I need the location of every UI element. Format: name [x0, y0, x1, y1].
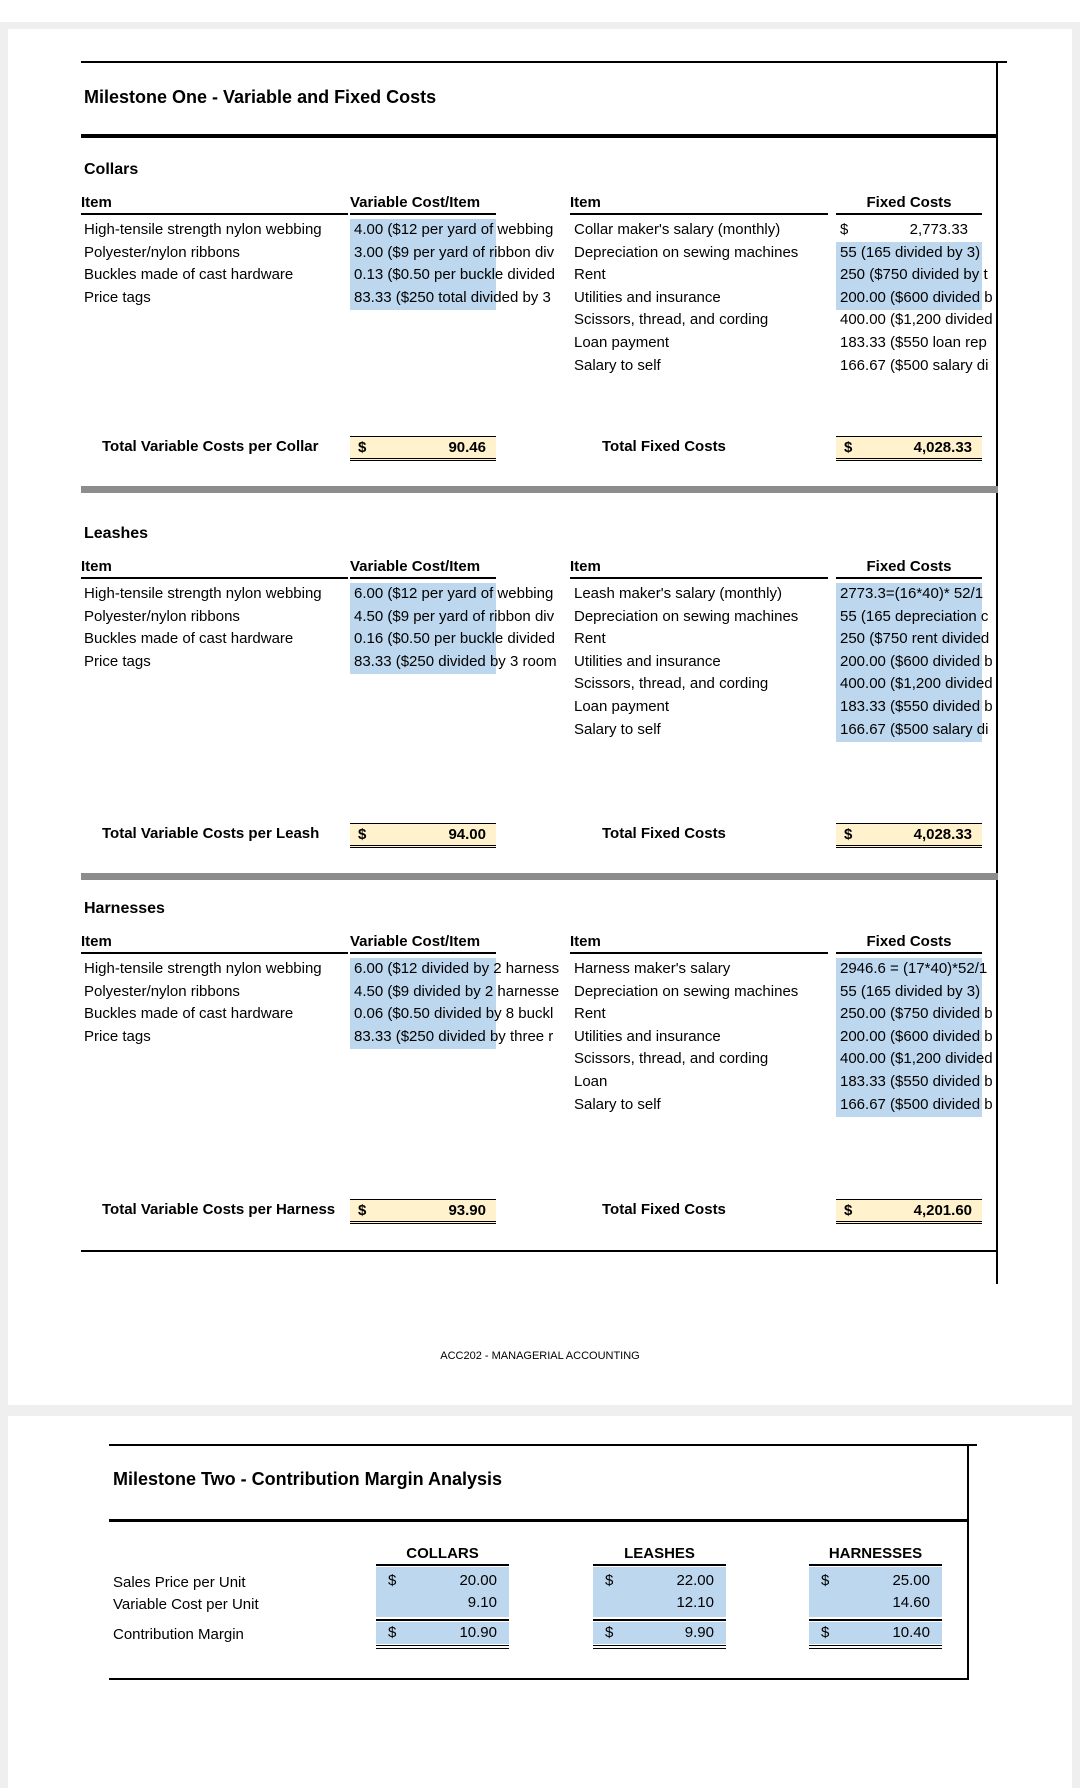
total-fixed-value: 4,028.33: [913, 826, 972, 843]
frame-bottom-rule: [109, 1678, 969, 1680]
variable-cost-value: 6.00 ($12 divided by 2 harness: [354, 960, 560, 977]
fixed-cost-item-label: Scissors, thread, and cording: [574, 311, 769, 329]
fixed-cost-item-label: Utilities and insurance: [574, 652, 721, 670]
column-header-harnesses: HARNESSES: [809, 1543, 942, 1566]
cost-item-label: Price tags: [84, 288, 151, 306]
frame-right-rule: [967, 1444, 969, 1680]
fixed-cost-value: 2946.6 = (17*40)*52/1: [840, 960, 988, 977]
fixed-cost-item-label: Depreciation on sewing machines: [574, 243, 799, 261]
fixed-cost-value: 200.00 ($600 divided b: [840, 1027, 993, 1045]
total-variable-cost: [350, 823, 496, 848]
frame-bottom-rule: [81, 1250, 998, 1252]
column-header-collars: COLLARS: [376, 1543, 509, 1566]
fixed-cost-item-label: Leash maker's salary (monthly): [574, 585, 782, 602]
variable-cost-value: 0.13 ($0.50 per buckle divided: [354, 266, 555, 284]
fixed-cost-value: 55 (165 divided by 3): [840, 982, 981, 1000]
fixed-cost-value: 250 ($750 divided by t: [840, 266, 988, 284]
milestone-one-title: Milestone One - Variable and Fixed Costs: [84, 87, 437, 107]
total-fixed-value: 4,028.33: [913, 439, 972, 456]
variable-cost-value: 6.00 ($12 per yard of webbing: [354, 585, 554, 602]
variable-cost-value: 0.06 ($0.50 divided by 8 buckl: [354, 1005, 554, 1023]
cost-item-label: High-tensile strength nylon webbing: [84, 960, 322, 977]
contribution-margin-value: 10.40: [892, 1624, 930, 1641]
variable-cost-value: 83.33 ($250 divided by three r: [354, 1027, 554, 1045]
fixed-cost-value: 2,773.33: [909, 221, 968, 238]
currency-symbol: $: [844, 439, 853, 456]
total-variable-label: Total Variable Costs per Leash: [102, 825, 320, 842]
fixed-cost-item-label: Collar maker's salary (monthly): [574, 221, 781, 238]
cost-item-label: Polyester/nylon ribbons: [84, 607, 240, 625]
milestone-two-title: Milestone Two - Contribution Margin Analysis: [113, 1469, 503, 1489]
header-fixed-costs: Fixed Costs: [836, 556, 982, 579]
total-fixed-label: Total Fixed Costs: [602, 1201, 726, 1218]
total-variable-label: Total Variable Costs per Harness: [102, 1201, 336, 1218]
sales-price-value: 20.00: [459, 1572, 497, 1589]
variable-cost-value: 83.33 ($250 divided by 3 room: [354, 652, 557, 670]
fixed-cost-item-label: Depreciation on sewing machines: [574, 607, 799, 625]
currency-symbol: $: [840, 221, 849, 238]
header-fixed-costs: Fixed Costs: [836, 192, 982, 215]
fixed-cost-item-label: Depreciation on sewing machines: [574, 982, 799, 1000]
fixed-cost-value: 55 (165 divided by 3): [840, 243, 981, 261]
cost-item-label: Buckles made of cast hardware: [84, 266, 294, 284]
currency-symbol: $: [844, 1202, 853, 1219]
contribution-margin-label: Contribution Margin: [113, 1626, 244, 1643]
previous-page-edge: [0, 0, 1080, 22]
fixed-cost-value: 200.00 ($600 divided b: [840, 288, 993, 306]
variable-cost-value: 12.10: [676, 1594, 714, 1611]
variable-cost-value: 4.50 ($9 per yard of ribbon div: [354, 607, 555, 625]
currency-symbol: $: [358, 1202, 367, 1219]
fixed-cost-item-label: Rent: [574, 266, 606, 284]
fixed-cost-item-label: Loan payment: [574, 698, 670, 715]
subtotal-rule: [593, 1619, 726, 1621]
fixed-cost-value: 166.67 ($500 divided b: [840, 1095, 993, 1113]
header-item: Item: [81, 931, 348, 954]
total-variable-cost: [350, 1199, 496, 1224]
fixed-cost-item-label: Harness maker's salary: [574, 960, 731, 977]
variable-cost-label: Variable Cost per Unit: [113, 1596, 259, 1613]
total-fixed-cost: [836, 823, 982, 848]
header-item-fixed: Item: [570, 192, 828, 215]
fixed-cost-value: 166.67 ($500 salary di: [840, 720, 989, 738]
subtotal-rule: [376, 1619, 509, 1621]
total-rule-top: [376, 1645, 509, 1646]
contribution-margin-value: 9.90: [684, 1624, 714, 1641]
cost-item-label: High-tensile strength nylon webbing: [84, 221, 322, 238]
fixed-cost-value: 183.33 ($550 divided b: [840, 1073, 993, 1090]
header-fixed-costs: Fixed Costs: [836, 931, 982, 954]
subtotal-rule: [809, 1619, 942, 1621]
page-milestone-one: [8, 29, 1072, 1405]
cost-item-label: Buckles made of cast hardware: [84, 1005, 294, 1023]
harnesses-section-title: Harnesses: [84, 900, 165, 917]
header-variable-cost: Variable Cost/Item: [350, 556, 496, 579]
frame-top-rule: [109, 1444, 977, 1446]
fixed-cost-value: 183.33 ($550 divided b: [840, 698, 993, 715]
total-fixed-value: 4,201.60: [913, 1202, 972, 1219]
section-divider: [81, 486, 998, 493]
fixed-cost-item-label: Loan payment: [574, 334, 670, 351]
fixed-cost-value: 183.33 ($550 loan rep: [840, 334, 987, 351]
header-item-fixed: Item: [570, 556, 828, 579]
title-rule: [109, 1519, 969, 1522]
total-rule-bottom: [376, 1648, 509, 1649]
variable-cost-value: 9.10: [467, 1594, 497, 1611]
total-rule-bottom: [593, 1648, 726, 1649]
variable-cost-value: 0.16 ($0.50 per buckle divided: [354, 630, 555, 648]
variable-cost-value: 3.00 ($9 per yard of ribbon div: [354, 243, 555, 261]
header-variable-cost: Variable Cost/Item: [350, 931, 496, 954]
fixed-cost-value: 55 (165 depreciation c: [840, 607, 989, 625]
fixed-cost-item-label: Scissors, thread, and cording: [574, 675, 769, 693]
fixed-cost-item-label: Rent: [574, 630, 606, 648]
sales-price-value: 25.00: [892, 1572, 930, 1589]
total-variable-value: 93.90: [448, 1202, 486, 1219]
cost-item-label: Polyester/nylon ribbons: [84, 982, 240, 1000]
fixed-cost-value: 400.00 ($1,200 divided: [840, 1050, 993, 1068]
frame-right-rule: [996, 61, 998, 1284]
currency-symbol: $: [844, 826, 853, 843]
fixed-cost-item-label: Loan: [574, 1073, 608, 1090]
fixed-cost-value: 166.67 ($500 salary di: [840, 356, 989, 374]
total-variable-value: 90.46: [448, 439, 486, 456]
frame-top-rule: [81, 61, 1007, 63]
currency-symbol: $: [358, 439, 367, 456]
variable-cost-value: 4.00 ($12 per yard of webbing: [354, 221, 554, 238]
contribution-margin-value: 10.90: [459, 1624, 497, 1641]
total-fixed-cost: [836, 1199, 982, 1224]
currency-symbol: $: [821, 1624, 830, 1641]
fixed-cost-value: 400.00 ($1,200 divided: [840, 675, 993, 693]
cost-item-label: Polyester/nylon ribbons: [84, 243, 240, 261]
total-variable-value: 94.00: [448, 826, 486, 843]
total-variable-cost: [350, 436, 496, 461]
variable-cost-value: 83.33 ($250 total divided by 3: [354, 288, 551, 306]
variable-cost-value: 4.50 ($9 divided by 2 harnesse: [354, 982, 560, 1000]
total-variable-label: Total Variable Costs per Collar: [102, 438, 319, 455]
currency-symbol: $: [821, 1572, 830, 1589]
total-fixed-cost: [836, 436, 982, 461]
fixed-cost-item-label: Salary to self: [574, 1095, 661, 1113]
fixed-cost-item-label: Salary to self: [574, 356, 661, 374]
currency-symbol: $: [358, 826, 367, 843]
header-variable-cost: Variable Cost/Item: [350, 192, 496, 215]
currency-symbol: $: [605, 1624, 614, 1641]
total-rule-bottom: [809, 1648, 942, 1649]
total-rule-top: [809, 1645, 942, 1646]
fixed-cost-value: 400.00 ($1,200 divided: [840, 311, 993, 329]
header-item: Item: [81, 192, 348, 215]
section-divider: [81, 873, 998, 880]
fixed-cost-item-label: Utilities and insurance: [574, 288, 721, 306]
fixed-cost-item-label: Utilities and insurance: [574, 1027, 721, 1045]
fixed-cost-value: 250 ($750 rent divided: [840, 630, 990, 648]
fixed-cost-item-label: Scissors, thread, and cording: [574, 1050, 769, 1068]
leashes-section-title: Leashes: [84, 525, 149, 542]
fixed-cost-value: 2773.3=(16*40)* 52/1: [840, 585, 984, 602]
fixed-cost-item-label: Rent: [574, 1005, 606, 1023]
fixed-cost-value: 250.00 ($750 divided b: [840, 1005, 993, 1023]
cost-item-label: High-tensile strength nylon webbing: [84, 585, 322, 602]
currency-symbol: $: [388, 1572, 397, 1589]
cost-item-label: Price tags: [84, 652, 151, 670]
variable-cost-value: 14.60: [892, 1594, 930, 1611]
cost-item-label: Price tags: [84, 1027, 151, 1045]
fixed-cost-item-label: Salary to self: [574, 720, 661, 738]
column-header-leashes: LEASHES: [593, 1543, 726, 1566]
title-rule: [81, 134, 998, 138]
cost-item-label: Buckles made of cast hardware: [84, 630, 294, 648]
header-item-fixed: Item: [570, 931, 828, 954]
total-rule-top: [593, 1645, 726, 1646]
collars-section-title: Collars: [84, 161, 139, 178]
fixed-cost-value: 200.00 ($600 divided b: [840, 652, 993, 670]
currency-symbol: $: [388, 1624, 397, 1641]
page-milestone-two: [8, 1416, 1072, 1788]
total-fixed-label: Total Fixed Costs: [602, 438, 726, 455]
currency-symbol: $: [605, 1572, 614, 1589]
sales-price-label: Sales Price per Unit: [113, 1574, 246, 1591]
sales-price-value: 22.00: [676, 1572, 714, 1589]
total-fixed-label: Total Fixed Costs: [602, 825, 726, 842]
page-footer: ACC202 - MANAGERIAL ACCOUNTING: [440, 1350, 640, 1362]
header-item: Item: [81, 556, 348, 579]
